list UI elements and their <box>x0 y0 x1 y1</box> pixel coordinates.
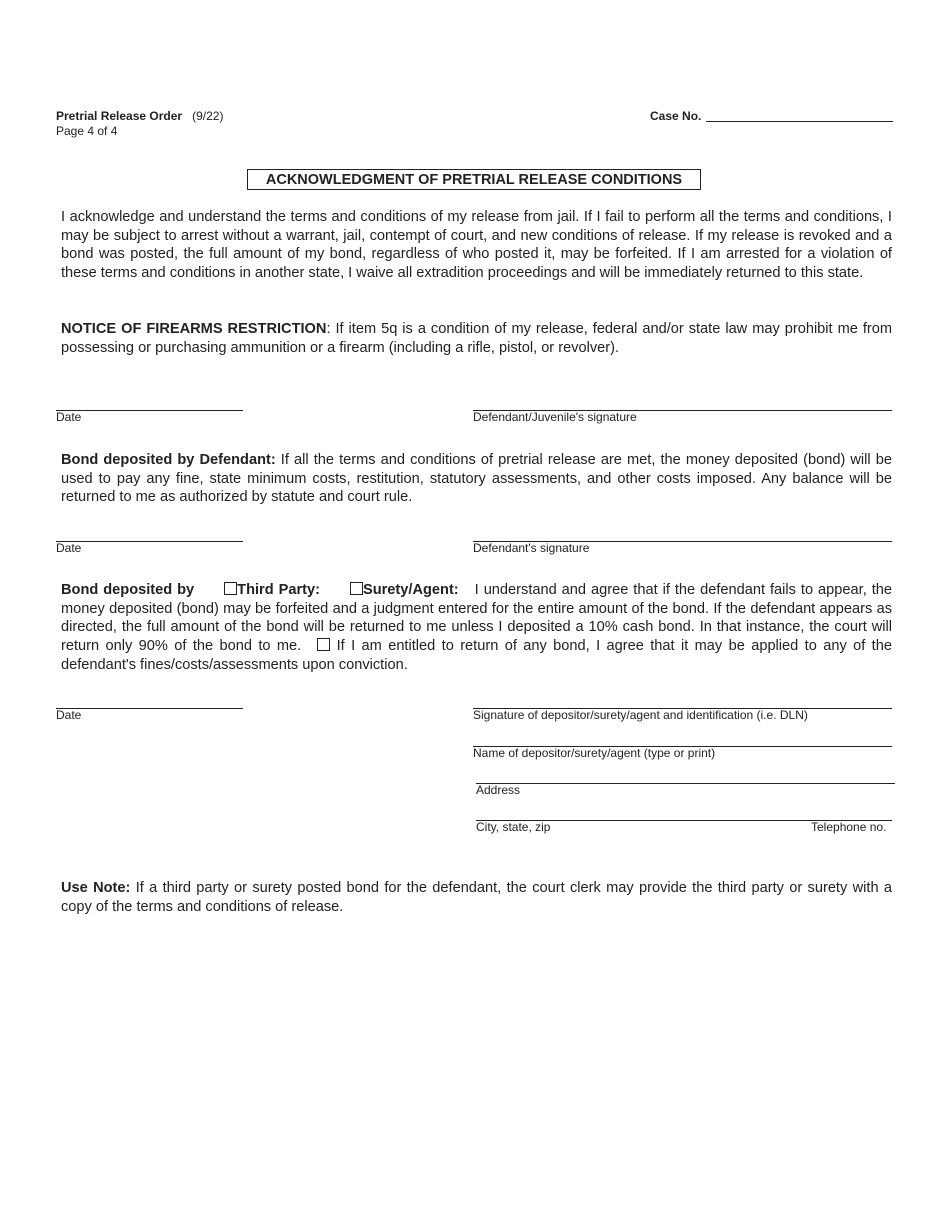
form-title-text: Pretrial Release Order <box>56 109 183 123</box>
defendant-signature-label: Defendant's signature <box>473 541 590 555</box>
form-title <box>56 109 223 124</box>
date-field-3[interactable] <box>56 708 243 709</box>
form-version: (9/22) <box>192 109 224 123</box>
bond-third-party-title: Bond deposited by <box>61 582 195 598</box>
firearms-notice-text: : If item 5q is a condition of my release, federal and/or state law may prohibit me from possessing or purchasing ammunition or a firearm (including a rifle, pistol, or revolver). <box>61 321 893 356</box>
surety-agent-label: Surety/Agent: <box>362 582 459 598</box>
bond-application-text: If I am entitled to return of any bond, I agree that it may be applied to any of the defendant's fines/costs/assessments upon conviction. <box>61 638 892 673</box>
bond-third-party-paragraph <box>61 581 892 675</box>
depositor-name-label: Name of depositor/surety/agent (type or print) <box>473 746 716 760</box>
date-field-1[interactable] <box>56 410 243 411</box>
surety-agent-checkbox[interactable] <box>350 582 363 595</box>
acknowledgment-paragraph: I acknowledge and understand the terms and conditions of my release from jail. If I fail to perform all the terms and conditions, I may be subject to arrest without a warrant, jail, contempt of court, and new conditions of release. If my release is revoked and a bond was posted, the full amount of my bond, regardless of who posted it, may be forfeited. If I am arrested for a violation of these terms and conditions in another state, I waive all extradition proceedings and will be immediately returned to this state. <box>61 209 892 282</box>
address-field[interactable] <box>476 783 895 784</box>
telephone-label: Telephone no. <box>811 820 887 834</box>
page-number: Page 4 of 4 <box>56 124 118 138</box>
defendant-juvenile-signature-label: Defendant/Juvenile's signature <box>473 410 637 424</box>
depositor-signature-label: Signature of depositor/surety/agent and identification (i.e. DLN) <box>473 708 808 722</box>
use-note <box>61 879 892 916</box>
case-number-field[interactable] <box>706 121 893 122</box>
bond-defendant-paragraph <box>61 451 892 507</box>
date-field-2[interactable] <box>56 541 243 542</box>
bond-defendant-text: If all the terms and conditions of pretrial release are met, the money deposited (bond) will be used to pay any fine, state minimum costs, restitution, statutory assessments, and other costs imposed. Any balance will be returned to me as authorized by statute and court rule. <box>61 452 892 506</box>
firearms-notice-title: NOTICE OF FIREARMS RESTRICTION <box>61 321 327 337</box>
bond-defendant-title: Bond deposited by Defendant: <box>61 452 276 468</box>
address-label: Address <box>476 783 521 797</box>
use-note-text: If a third party or surety posted bond for the defendant, the court clerk may provide the third party or surety with a copy of the terms and conditions of release. <box>61 880 892 915</box>
date-label-1: Date <box>56 410 82 424</box>
page-title: ACKNOWLEDGMENT OF PRETRIAL RELEASE CONDITIONS <box>247 169 701 190</box>
third-party-checkbox[interactable] <box>224 582 237 595</box>
city-state-zip-label: City, state, zip <box>476 820 551 834</box>
case-number-label: Case No. <box>650 109 702 123</box>
third-party-label: Third Party: <box>237 582 320 598</box>
bond-application-checkbox[interactable] <box>317 638 330 651</box>
date-label-3: Date <box>56 708 82 722</box>
bond-third-party-text: I understand and agree that if the defendant fails to appear, the money deposited (bond) may be forfeited and a judgment entered for the entire amount of the bond. If the defendant appears as directed, the full amount of the bond will be returned to me unless I deposited a 10% cash bond. In that instance, the court will return only 90% of the bond to me. <box>61 582 892 655</box>
use-note-title: Use Note: <box>61 880 131 896</box>
firearms-notice <box>61 320 892 357</box>
date-label-2: Date <box>56 541 82 555</box>
